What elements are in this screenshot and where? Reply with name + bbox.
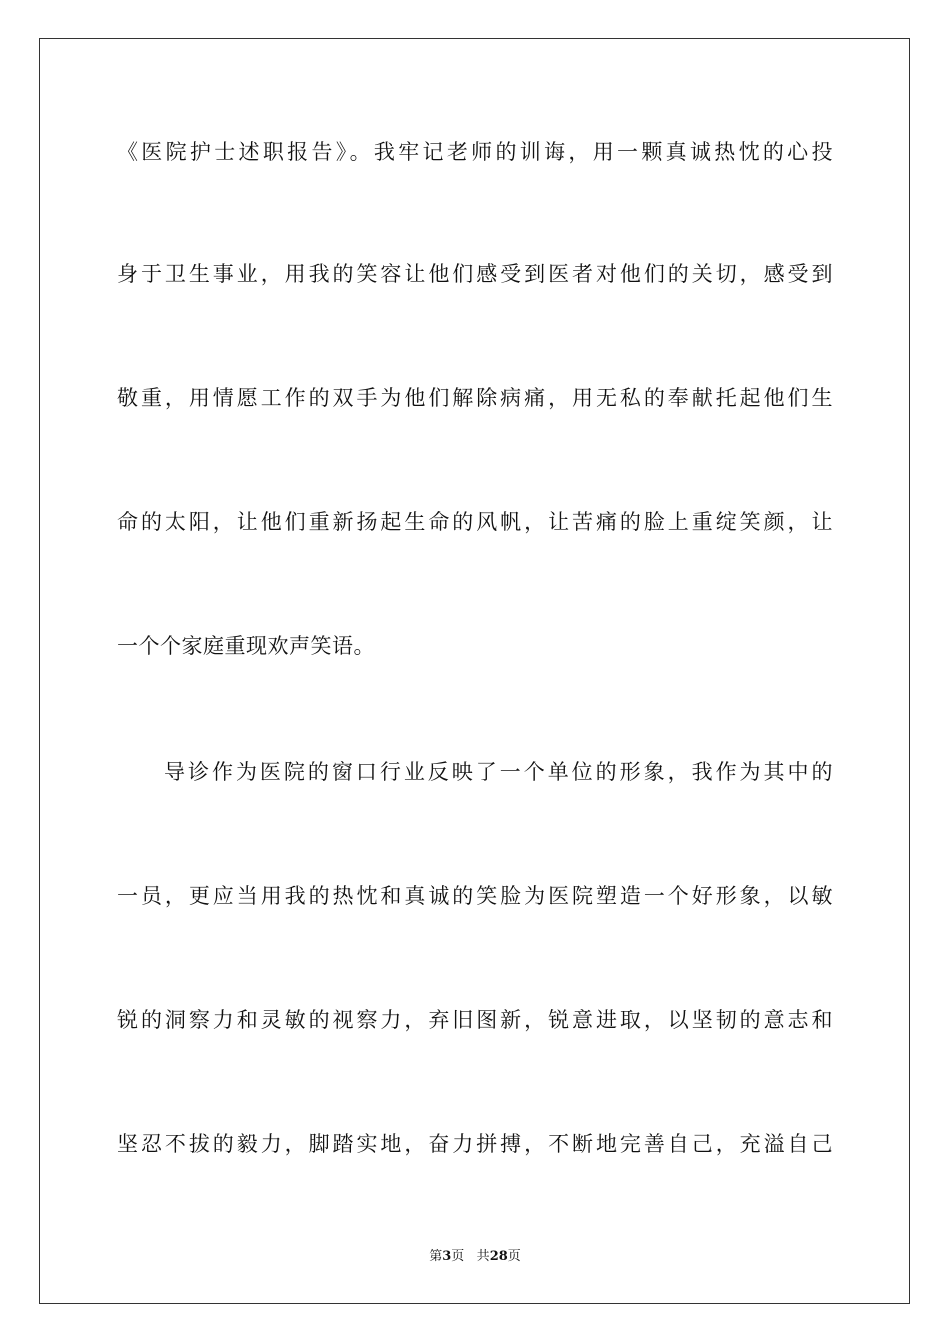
page-number: 3 xyxy=(442,1249,452,1264)
paragraph-line: 敬重，用情愿工作的双手为他们解除病痛，用无私的奉献托起他们生 xyxy=(117,386,833,410)
paragraph-line: 《医院护士述职报告》。我牢记老师的训诲，用一颗真诚热忱的心投 xyxy=(117,140,833,164)
paragraph-line: 坚忍不拔的毅力，脚踏实地，奋力拼搏，不断地完善自己，充溢自己 xyxy=(117,1132,833,1156)
page-prefix: 第 xyxy=(429,1249,443,1264)
paragraph-line: 命的太阳，让他们重新扬起生命的风帆，让苦痛的脸上重绽笑颜，让 xyxy=(117,510,833,534)
page-footer xyxy=(0,1248,950,1266)
paragraph-line: 身于卫生事业，用我的笑容让他们感受到医者对他们的关切，感受到 xyxy=(117,262,833,286)
paragraph-line: 一员，更应当用我的热忱和真诚的笑脸为医院塑造一个好形象，以敏 xyxy=(117,884,833,908)
paragraph-line: 导诊作为医院的窗口行业反映了一个单位的形象，我作为其中的 xyxy=(164,760,833,784)
paragraph-line: 锐的洞察力和灵敏的视察力，弃旧图新，锐意进取，以坚韧的意志和 xyxy=(117,1008,833,1032)
page-border xyxy=(39,38,910,1304)
total-pages: 28 xyxy=(489,1249,508,1264)
paragraph-line: 一个个家庭重现欢声笑语。 xyxy=(117,634,375,658)
total-suffix: 页 xyxy=(507,1249,521,1264)
page-suffix: 页 xyxy=(451,1249,465,1264)
total-prefix: 共 xyxy=(476,1249,490,1264)
